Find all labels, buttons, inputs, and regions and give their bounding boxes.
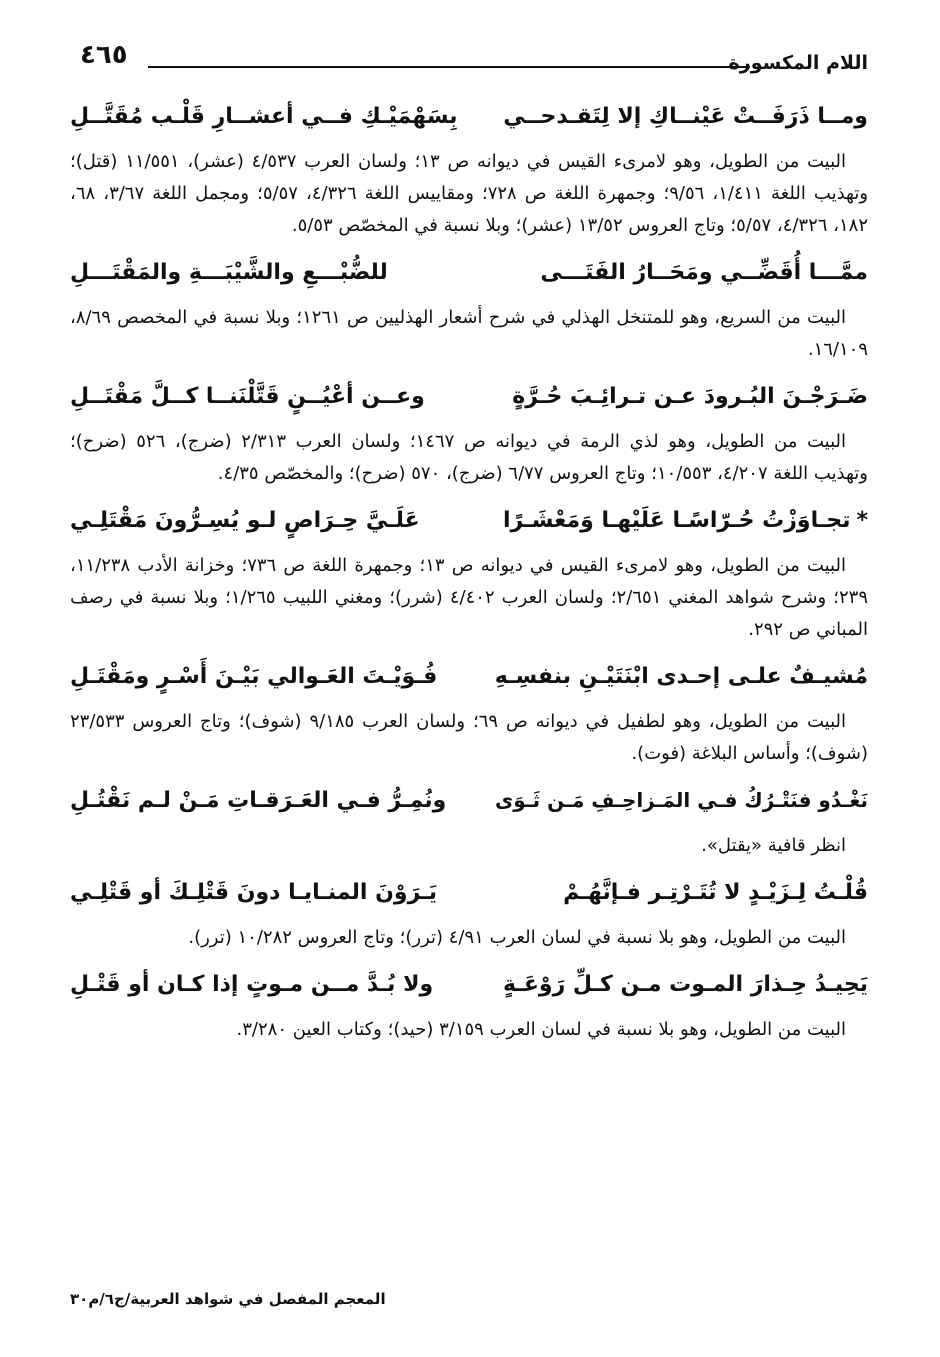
first-hemistich-text: يَحِيـدُ حِـذارَ المـوت مـن كـلِّ رَوْعَـةٍ [503, 972, 868, 997]
second-hemistich: بِسَهْمَيْـكِ فــي أعشــارِ قَلْـب مُقَتَّــلِ [70, 104, 458, 129]
first-hemistich [540, 260, 868, 285]
verse-line [70, 968, 868, 1014]
second-hemistich: يَـرَوْنَ المنـايـا دونَ قَتْلِـكَ أو قَتْلِـي [70, 880, 438, 905]
second-hemistich: فُـوَيْـتَ العَـوالي بَيْـنَ أَسْـرٍ ومَقْتَـلِ [70, 664, 438, 689]
first-hemistich-text: تجـاوَزْتُ حُـرّاسًـا عَلَيْهـا وَمَعْشَـرًا [503, 508, 851, 533]
verse-entry [70, 784, 868, 862]
verse-commentary: البيت من الطويل، وهو لامرىء القيس في ديوانه ص ١٣؛ وجمهرة اللغة ص ٧٣٦؛ وخزانة الأدب ١١/٢٣٨، ٢٣٩؛ وشرح شواهد المغني ٢/٦٥١؛ ولسان العرب ٤/٤٠٢ (شرر)؛ ومغني اللبيب ١/٢٦٥؛ وبلا نسبة في رصف المباني ص ٢٩٢. [70, 555, 869, 640]
verse-entry [70, 660, 868, 770]
verse-commentary: البيت من الطويل، وهو لامرىء القيس في ديوانه ص ١٣؛ ولسان العرب ٤/٥٣٧ (عشر)، ١١/٥٥١ (قتل)؛ وتهذيب اللغة ١/٤١١، ٩/٥٦؛ وجمهرة اللغة ص ٧٢٨؛ ومقاييس اللغة ٤/٣٢٦، ٥/٥٧؛ ومجمل اللغة ٣/٦٧، ٦٨، ١٨٢، ٤/٣٢٦، ٥/٥٧؛ وتاج العروس ١٣/٥٢ (عشر)؛ وبلا نسبة في المخصّص ٥/٥٣. [70, 151, 869, 236]
second-hemistich: وعــن أعْيُــنٍ قَتَّلْنَنــا كــلَّ مَقْتَــلِ [70, 384, 425, 409]
first-hemistich [503, 508, 868, 533]
second-hemistich: ونُمِـرُّ فـي العَـرَقـاتِ مَـنْ لـم نَقْتُـلِ [70, 788, 447, 813]
first-hemistich-text: ممَّـــا أُقَضِّــي ومَحَــارُ الفَتَـــى [540, 260, 868, 285]
first-hemistich-text: قُلْـتُ لِـزَيْـدٍ لا تُتَـرْتِـر فـإنَّهُـمْ [563, 880, 868, 905]
page-footer [70, 1290, 868, 1326]
verse-commentary: البيت من السريع، وهو للمتنخل الهذلي في شرح أشعار الهذليين ص ١٢٦١؛ وبلا نسبة في المخصص ٨/٦٩، ١٦/١٠٩. [70, 307, 868, 360]
verse-commentary: انظر قافية «يقتل». [701, 835, 846, 856]
verse-entry [70, 876, 868, 954]
verse-line [70, 100, 868, 146]
first-hemistich [563, 880, 868, 905]
asterisk-marker: * [856, 508, 868, 533]
verse-entry [70, 380, 868, 490]
first-hemistich [495, 788, 868, 812]
verse-line [70, 660, 868, 706]
verse-line [70, 504, 868, 550]
verse-entry [70, 100, 868, 242]
verse-line [70, 380, 868, 426]
first-hemistich-text: نَغْـدُو فنَتْـرُكُ فـي المَـزاحِـفِ مَـن ثَـوَى [494, 788, 868, 812]
first-hemistich [495, 664, 868, 689]
chapter-title: اللام المكسورة [728, 52, 868, 74]
second-hemistich: عَلَـيَّ حِـرَاصٍ لـو يُسِـرُّونَ مَقْتَلِـي [70, 508, 420, 533]
second-hemistich: للضُّبْـــعِ والشَّيْبَـــةِ والمَقْتَـــلِ [70, 260, 388, 285]
verse-commentary: البيت من الطويل، وهو لذي الرمة في ديوانه ص ١٤٦٧؛ ولسان العرب ٢/٣١٣ (ضرج)، ٥٢٦ (ضرح)؛ وتهذيب اللغة ٤/٢٠٧، ١٠/٥٥٣؛ وتاج العروس ٦/٧٧ (ضرج)، ٥٧٠ (ضرح)؛ والمخصّص ٤/٣٥. [70, 431, 868, 484]
first-hemistich [503, 104, 868, 129]
verse-commentary: البيت من الطويل، وهو بلا نسبة في لسان العرب ٤/٩١ (ترر)؛ وتاج العروس ١٠/٢٨٢ (ترر). [188, 927, 846, 948]
page-number: ٤٦٥ [80, 40, 128, 70]
verse-list [70, 100, 868, 1060]
first-hemistich-text: مُشيـفٌ علـى إحـدى ابْنَتَيْـنِ بنفسِـهِ [494, 664, 868, 689]
second-hemistich: ولا بُـدَّ مــن مـوتٍ إذا كـان أو قَتْـلِ [70, 972, 434, 997]
first-hemistich-text: ضَـرَجْـنَ البُـرودَ عـن تـرائِـبَ حُـرَّةٍ [512, 384, 868, 409]
verse-line [70, 256, 868, 302]
verse-commentary: البيت من الطويل، وهو لطفيل في ديوانه ص ٦٩؛ ولسان العرب ٩/١٨٥ (شوف)؛ وتاج العروس ٢٣/٥٣٣ (شوف)؛ وأساس البلاغة (فوت). [70, 711, 868, 764]
first-hemistich-text: ومــا ذَرَفَــتْ عَيْنــاكِ إلا لِتَقـدحــي [503, 104, 868, 129]
verse-line [70, 876, 868, 922]
verse-commentary: البيت من الطويل، وهو بلا نسبة في لسان العرب ٣/١٥٩ (حيد)؛ وكتاب العين ٣/٢٨٠. [236, 1019, 846, 1040]
verse-entry [70, 968, 868, 1046]
book-page [70, 38, 868, 1328]
verse-entry [70, 504, 868, 646]
verse-entry [70, 256, 868, 366]
verse-line [70, 784, 868, 830]
footer-text: المعجم المفصل في شواهد العربية/ج٦/م٣٠ [70, 1290, 386, 1308]
header-rule [148, 66, 750, 68]
first-hemistich [512, 384, 868, 409]
page-header [70, 38, 868, 90]
first-hemistich [503, 972, 868, 997]
